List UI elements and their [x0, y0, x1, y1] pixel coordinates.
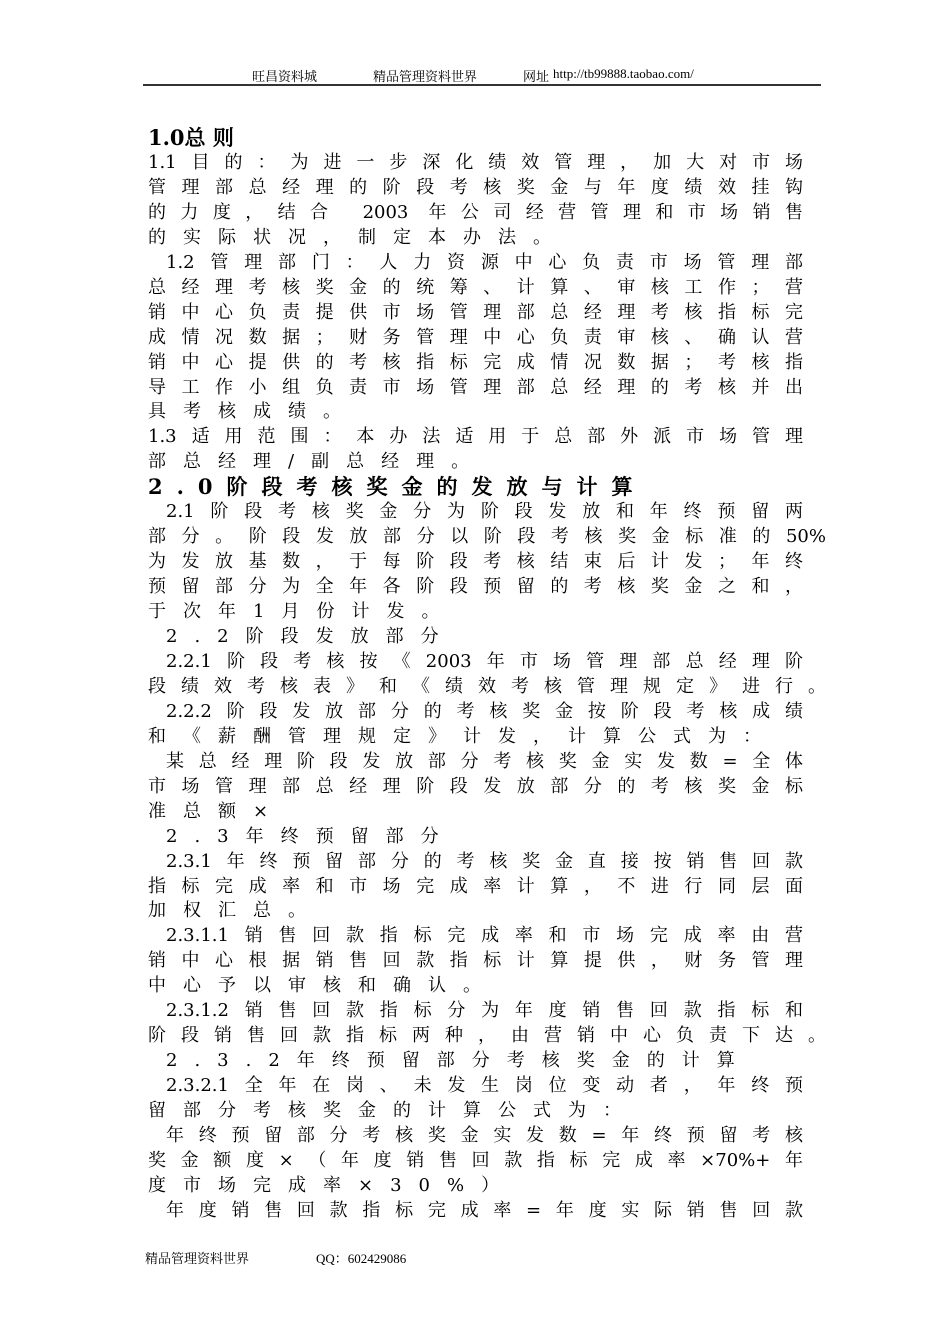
footer-site-name: 精品管理资料世界 — [145, 1251, 250, 1266]
paragraph-line: 为发放基数，于每阶段考核结束后计发；年终 — [148, 551, 803, 573]
paragraph-line: 奖金额度×（年度销售回款指标完成率×70%+年 — [148, 1149, 803, 1171]
section-heading: 1.0总 则 — [148, 125, 234, 150]
paragraph-line: 中心予以审核和确认。 — [148, 975, 498, 997]
paragraph-line: 和《薪酬管理规定》计发，计算公式为： — [148, 725, 778, 747]
paragraph-line: 2.3.2.1全年在岗、未发生岗位变动者，年终预 — [166, 1075, 803, 1097]
paragraph-line: 2.3.2年终预留部分考核奖金的计算 — [166, 1050, 752, 1072]
paragraph-line: 管理部总经理的阶段考核奖金与年度绩效挂钩 — [148, 176, 803, 198]
paragraph-line: 2.3.1.1销售回款指标完成率和市场完成率由营 — [166, 925, 803, 947]
paragraph-line: 2.1阶段考核奖金分为阶段发放和年终预留两 — [166, 501, 803, 523]
paragraph-line: 度市场完成率×30%） — [148, 1174, 517, 1196]
paragraph-line: 2.2.2阶段发放部分的考核奖金按阶段考核成绩 — [166, 700, 803, 722]
paragraph-line: 具考核成绩。 — [148, 401, 358, 423]
paragraph-line: 市场管理部总经理阶段发放部分的考核奖金标 — [148, 775, 803, 797]
paragraph-line: 年终预留部分考核奖金实发数=年终预留考核 — [166, 1125, 803, 1146]
paragraph-line: 销中心根据销售回款指标计算提供，财务管理 — [148, 950, 803, 972]
header-site-name: 旺昌资料城 — [252, 69, 318, 84]
section-heading: 2.0阶段考核奖金的发放与计算 — [148, 474, 647, 500]
paragraph-line: 阶段销售回款指标两种，由营销中心负责下达。 — [148, 1025, 826, 1047]
paragraph-line: 1.3适用范围：本办法适用于总部外派市场管理 — [148, 426, 803, 448]
paragraph-line: 年度销售回款指标完成率=年度实际销售回款 — [166, 1199, 803, 1221]
paragraph-line: 的实际状况，制定本办法。 — [148, 226, 568, 248]
paragraph-line: 准总额× — [148, 800, 286, 822]
paragraph-line: 2.3.1.2销售回款指标分为年度销售回款指标和 — [166, 1000, 803, 1022]
paragraph-line: 2.3.1年终预留部分的考核奖金直接按销售回款 — [166, 850, 803, 872]
header-slogan: 精品管理资料世界 — [373, 69, 478, 84]
paragraph-line: 部总经理/副总经理。 — [148, 451, 487, 473]
paragraph-line: 预留部分为全年各阶段预留的考核奖金之和， — [148, 576, 803, 598]
header-url-label: 网址 — [523, 69, 550, 84]
paragraph-line: 2.3年终预留部分 — [166, 825, 456, 847]
paragraph-line: 1.2管理部门：人力资源中心负责市场管理部 — [166, 251, 803, 273]
paragraph-line: 留部分考核奖金的计算公式为： — [148, 1100, 638, 1122]
paragraph-line: 1.1目的：为进一步深化绩效管理，加大对市场 — [148, 151, 803, 173]
paragraph-line: 导工作小组负责市场管理部总经理的考核并出 — [148, 376, 803, 398]
paragraph-line: 销中心负责提供市场管理部总经理考核指标完 — [148, 301, 803, 323]
footer-qq: QQ：602429086 — [316, 1251, 407, 1266]
paragraph-line: 段绩效考核表》和《绩效考核管理规定》进行。 — [148, 675, 826, 697]
paragraph-line: 部分。阶段发放部分以阶段考核奖金标准的50% — [148, 526, 826, 548]
header-divider — [143, 84, 821, 86]
paragraph-line: 2.2.1阶段考核按《2003年市场管理部总经理阶 — [166, 650, 803, 672]
header-url-link[interactable]: http://tb99888.taobao.com/ — [553, 66, 694, 81]
paragraph-line: 2.2阶段发放部分 — [166, 626, 456, 647]
paragraph-line: 总经理考核奖金的统筹、计算、审核工作；营 — [148, 276, 803, 298]
paragraph-line: 某总经理阶段发放部分考核奖金实发数=全体 — [166, 750, 803, 772]
paragraph-line: 的力度，结合 2003 年公司经营管理和市场销售 — [148, 201, 803, 223]
paragraph-line: 销中心提供的考核指标完成情况数据；考核指 — [148, 351, 803, 373]
paragraph-line: 指标完成率和市场完成率计算，不进行同层面 — [148, 875, 803, 897]
paragraph-line: 成情况数据；财务管理中心负责审核、确认营 — [148, 326, 803, 348]
paragraph-line: 加权汇总。 — [148, 900, 323, 922]
paragraph-line: 于次年1月份计发。 — [148, 601, 457, 623]
